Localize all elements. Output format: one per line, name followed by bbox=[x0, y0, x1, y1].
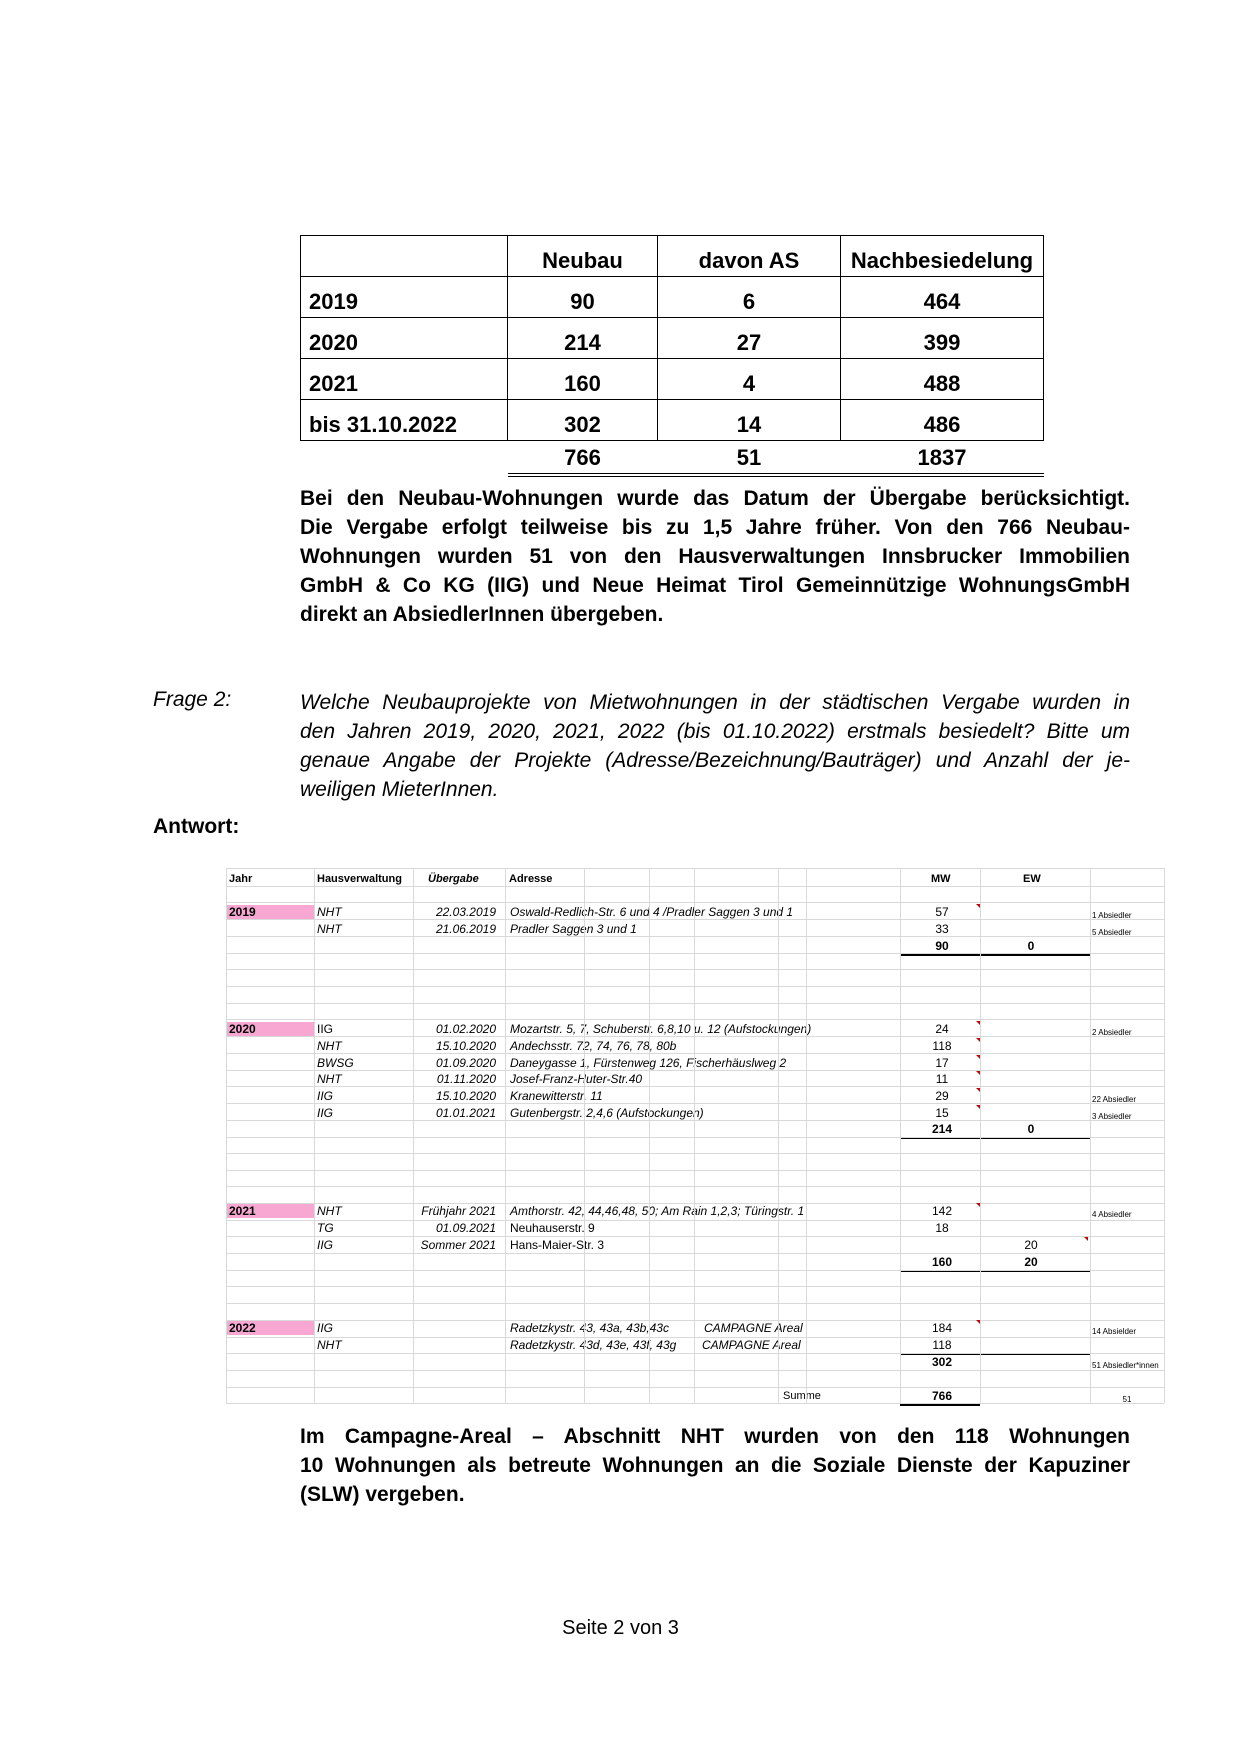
question-line: genaue Angabe der Projekte (Adresse/Bezeichnung/Bauträger) und Anzahl der je- bbox=[300, 749, 1130, 772]
grid-line bbox=[1164, 868, 1165, 1403]
summary-header-cell bbox=[301, 236, 508, 277]
grid-line bbox=[226, 1036, 1164, 1037]
summary-row bbox=[301, 277, 1044, 318]
year-label-2019: 2019 bbox=[227, 905, 315, 919]
summe-mw-cell: 766 bbox=[931, 1389, 953, 1403]
sum-mw-cell: 160 bbox=[931, 1255, 953, 1269]
paragraph-neubau-note bbox=[300, 484, 1130, 629]
col-header-jahr: Jahr bbox=[229, 873, 253, 885]
comment-marker bbox=[1084, 1237, 1088, 1241]
mw-cell: 33 bbox=[935, 922, 949, 936]
grid-line bbox=[226, 1286, 1164, 1287]
grid-line bbox=[226, 1086, 1164, 1087]
address-cell: Mozartstr. 5, 7, Schuberstr. 6,8,10 u. 12 (Aufstockungen) bbox=[510, 1022, 812, 1036]
sum-mw-cell: 214 bbox=[931, 1122, 953, 1136]
year-label-2021: 2021 bbox=[227, 1204, 315, 1218]
note-cell: 5 Absiedler bbox=[1092, 928, 1132, 937]
mw-cell: 17 bbox=[935, 1056, 949, 1070]
grid-line bbox=[584, 868, 585, 1403]
summary-total-cell: 766 bbox=[508, 441, 658, 476]
mw-cell: 24 bbox=[935, 1022, 949, 1036]
note-cell: 51 Absiedler*innen bbox=[1092, 1361, 1159, 1370]
question-text bbox=[300, 688, 1130, 804]
grid-line bbox=[980, 868, 981, 1403]
paragraph-campagne-note bbox=[300, 1422, 1130, 1509]
summary-total-cell: 51 bbox=[658, 441, 841, 476]
hv-cell: NHT bbox=[317, 922, 342, 936]
comment-marker bbox=[976, 1105, 980, 1109]
hv-cell: IIG bbox=[317, 1106, 334, 1120]
summary-table bbox=[300, 235, 1044, 477]
comment-marker bbox=[976, 1088, 980, 1092]
grid-line bbox=[226, 1337, 1164, 1338]
paragraph-line: Die Vergabe erfolgt teilweise bis zu 1,5 Jahre früher. Von den 766 Neubau- bbox=[300, 516, 1130, 539]
grid-line bbox=[226, 1170, 1164, 1171]
sum-underline bbox=[900, 954, 1090, 956]
grid-line bbox=[778, 868, 779, 1403]
summary-header-row bbox=[301, 236, 1044, 277]
grid-line bbox=[226, 886, 1164, 887]
comment-marker bbox=[976, 1038, 980, 1042]
address-cell: Kranewitterstr. 11 bbox=[510, 1089, 603, 1103]
question-line: Welche Neubauprojekte von Mietwohnungen in der städtischen Vergabe wurden in bbox=[300, 691, 1130, 714]
summary-cell: 486 bbox=[841, 400, 1044, 441]
hv-cell: NHT bbox=[317, 905, 342, 919]
paragraph-line: Bei den Neubau-Wohnungen wurde das Datum der Übergabe berücksichtigt. bbox=[300, 487, 1130, 510]
hv-cell: IIG bbox=[317, 1238, 334, 1252]
address-cell: Oswald-Redlich-Str. 6 und 4 /Pradler Saggen 3 und 1 bbox=[510, 905, 794, 919]
summary-cell: 488 bbox=[841, 359, 1044, 400]
grid-line bbox=[413, 868, 414, 1403]
grid-line bbox=[226, 1137, 1164, 1138]
summe-note-cell: 51 bbox=[1122, 1395, 1132, 1404]
summary-cell: 14 bbox=[658, 400, 841, 441]
date-cell: 21.06.2019 bbox=[435, 922, 496, 936]
grid-line bbox=[505, 868, 506, 1403]
address-cell: Radetzkystr. 43, 43a, 43b,43c bbox=[510, 1321, 669, 1335]
address-cell: Amthorstr. 42, 44,46,48, 50; Am Rain 1,2,3; Türingstr. 1 bbox=[510, 1204, 805, 1218]
project-spreadsheet bbox=[226, 868, 1164, 1408]
note-cell: 14 Absielder bbox=[1092, 1327, 1137, 1336]
mw-cell: 184 bbox=[931, 1321, 953, 1335]
grid-line bbox=[226, 902, 1164, 903]
comment-marker bbox=[976, 1203, 980, 1207]
grid-line bbox=[226, 868, 1164, 869]
grid-line bbox=[226, 1403, 1164, 1404]
col-header-adresse: Adresse bbox=[509, 873, 553, 885]
hv-cell: IIG bbox=[317, 1321, 334, 1335]
grid-line bbox=[226, 1220, 1164, 1221]
question-line: weiligen MieterInnen. bbox=[300, 778, 499, 801]
summary-cell: 302 bbox=[508, 400, 658, 441]
sum-mw-cell: 90 bbox=[935, 939, 949, 953]
page-footer: Seite 2 von 3 bbox=[562, 1617, 679, 1639]
hv-cell: BWSG bbox=[317, 1056, 354, 1070]
grid-line bbox=[226, 868, 227, 1403]
address-cell: Neuhauserstr. 9 bbox=[510, 1221, 595, 1235]
grid-line bbox=[226, 936, 1164, 937]
paragraph-line: GmbH & Co KG (IIG) und Neue Heimat Tirol Gemeinnützige WohnungsGmbH bbox=[300, 574, 1130, 597]
grid-line bbox=[226, 1253, 1164, 1254]
grid-line bbox=[226, 953, 1164, 954]
year-label-2020: 2020 bbox=[227, 1022, 315, 1036]
hv-cell: NHT bbox=[317, 1072, 342, 1086]
paragraph-line: Wohnungen wurden 51 von den Hausverwaltungen Innsbrucker Immobilien bbox=[300, 545, 1130, 568]
date-cell: Sommer 2021 bbox=[420, 1238, 496, 1252]
summary-cell: bis 31.10.2022 bbox=[301, 400, 508, 441]
area-cell: CAMPAGNE Areal bbox=[702, 1338, 801, 1352]
mw-cell: 118 bbox=[932, 1338, 952, 1352]
grid-line bbox=[806, 868, 807, 1403]
grid-line bbox=[226, 919, 1164, 920]
sum-ew-cell: 0 bbox=[1027, 1122, 1035, 1136]
mw-cell: 118 bbox=[932, 1039, 952, 1053]
comment-marker bbox=[976, 904, 980, 908]
grid-line bbox=[226, 986, 1164, 987]
summary-header-cell: Nachbesiedelung bbox=[841, 236, 1044, 277]
comment-marker bbox=[976, 1055, 980, 1059]
summary-total-row bbox=[301, 441, 1044, 476]
address-cell: Gutenbergstr. 2,4,6 (Aufstockungen) bbox=[510, 1106, 704, 1120]
address-cell: Radetzkystr. 43d, 43e, 43f, 43g bbox=[510, 1338, 677, 1352]
grid-line bbox=[694, 868, 695, 1403]
grid-line bbox=[226, 1370, 1164, 1371]
date-cell: 01.09.2021 bbox=[435, 1221, 496, 1235]
comment-marker bbox=[976, 1320, 980, 1324]
date-cell: Frühjahr 2021 bbox=[421, 1204, 496, 1218]
grid-line bbox=[226, 1019, 1164, 1020]
date-cell: 22.03.2019 bbox=[435, 905, 496, 919]
summe-label: Summe bbox=[783, 1390, 821, 1402]
grid-line bbox=[226, 1236, 1164, 1237]
ew-cell: 20 bbox=[1024, 1238, 1038, 1252]
grid-line bbox=[900, 868, 901, 1403]
col-header-mw: MW bbox=[931, 873, 951, 885]
grid-line bbox=[226, 1153, 1164, 1154]
address-cell: Andechsstr. 72, 74, 76, 78, 80b bbox=[510, 1039, 677, 1053]
mw-cell: 18 bbox=[935, 1221, 949, 1235]
grid-line bbox=[226, 1120, 1164, 1121]
grid-line bbox=[314, 868, 315, 1403]
col-header-hausverwaltung: Hausverwaltung bbox=[317, 873, 402, 885]
grid-line bbox=[226, 969, 1164, 970]
question-line: den Jahren 2019, 2020, 2021, 2022 (bis 01.10.2022) erstmals besiedelt? Bitte um bbox=[300, 720, 1130, 743]
mw-cell: 15 bbox=[935, 1106, 949, 1120]
grid-line bbox=[1090, 868, 1091, 1403]
summary-cell: 90 bbox=[508, 277, 658, 318]
note-cell: 1 Absiedler bbox=[1092, 911, 1132, 920]
col-header-ew: EW bbox=[1023, 873, 1041, 885]
summary-cell: 399 bbox=[841, 318, 1044, 359]
grid-line bbox=[226, 1387, 1164, 1388]
mw-cell: 29 bbox=[935, 1089, 949, 1103]
summary-row bbox=[301, 359, 1044, 400]
date-cell: 01.11.2020 bbox=[436, 1072, 496, 1086]
hv-cell: TG bbox=[317, 1221, 334, 1235]
note-cell: 4 Absiedler bbox=[1092, 1210, 1132, 1219]
summary-row bbox=[301, 400, 1044, 441]
summary-cell: 2019 bbox=[301, 277, 508, 318]
date-cell: 01.09.2020 bbox=[435, 1056, 496, 1070]
sum-ew-cell: 20 bbox=[1024, 1255, 1038, 1269]
paragraph-line: (SLW) vergeben. bbox=[300, 1483, 465, 1506]
summary-total-spacer bbox=[301, 441, 508, 476]
mw-cell: 57 bbox=[935, 905, 949, 919]
summary-cell: 27 bbox=[658, 318, 841, 359]
date-cell: 01.02.2020 bbox=[435, 1022, 496, 1036]
address-cell: Josef-Franz-Huter-Str.40 bbox=[510, 1072, 643, 1086]
address-cell: Pradler Saggen 3 und 1 bbox=[510, 922, 637, 936]
summary-cell: 214 bbox=[508, 318, 658, 359]
summary-cell: 2020 bbox=[301, 318, 508, 359]
grid-line bbox=[226, 1270, 1164, 1271]
grid-line bbox=[226, 1003, 1164, 1004]
sum-mw-cell: 302 bbox=[931, 1355, 953, 1369]
mw-cell: 11 bbox=[935, 1072, 949, 1086]
summary-cell: 6 bbox=[658, 277, 841, 318]
date-cell: 15.10.2020 bbox=[435, 1039, 496, 1053]
date-cell: 01.01.2021 bbox=[435, 1106, 496, 1120]
note-cell: 3 Absiedler bbox=[1092, 1112, 1132, 1121]
hv-cell: IIG bbox=[317, 1022, 334, 1036]
year-label-2022: 2022 bbox=[227, 1321, 315, 1335]
grid-line bbox=[226, 1070, 1164, 1071]
question-label: Frage 2: bbox=[153, 688, 232, 711]
summary-header-cell: davon AS bbox=[658, 236, 841, 277]
summary-cell: 2021 bbox=[301, 359, 508, 400]
paragraph-line: direkt an AbsiedlerInnen übergeben. bbox=[300, 603, 664, 626]
summary-row bbox=[301, 318, 1044, 359]
grid-line bbox=[649, 868, 650, 1403]
grid-line bbox=[226, 1353, 1164, 1354]
sum-ew-cell: 0 bbox=[1027, 939, 1035, 953]
area-cell: CAMPAGNE Areal bbox=[704, 1321, 803, 1335]
comment-marker bbox=[976, 1021, 980, 1025]
summary-total-cell: 1837 bbox=[841, 441, 1044, 476]
hv-cell: NHT bbox=[317, 1039, 342, 1053]
summe-underline bbox=[900, 1404, 980, 1406]
mw-cell: 142 bbox=[931, 1204, 953, 1218]
paragraph-line: Im Campagne-Areal – Abschnitt NHT wurden von den 118 Wohnungen bbox=[300, 1425, 1130, 1448]
note-cell: 2 Absiedler bbox=[1092, 1028, 1132, 1037]
answer-label: Antwort: bbox=[153, 815, 240, 838]
address-cell: Daneygasse 1, Fürstenweg 126, Fischerhäuslweg 2 bbox=[510, 1056, 787, 1070]
hv-cell: NHT bbox=[317, 1338, 342, 1352]
grid-line bbox=[226, 1186, 1164, 1187]
grid-line bbox=[226, 1303, 1164, 1304]
col-header-uebergabe: Übergabe bbox=[428, 873, 479, 885]
grid-line bbox=[226, 1053, 1164, 1054]
summary-cell: 464 bbox=[841, 277, 1044, 318]
summary-cell: 160 bbox=[508, 359, 658, 400]
note-cell: 22 Absiedler bbox=[1092, 1095, 1137, 1104]
hv-cell: IIG bbox=[317, 1089, 334, 1103]
paragraph-line: 10 Wohnungen als betreute Wohnungen an die Soziale Dienste der Kapuziner bbox=[300, 1454, 1130, 1477]
comment-marker bbox=[976, 1071, 980, 1075]
hv-cell: NHT bbox=[317, 1204, 342, 1218]
grid-line bbox=[226, 1103, 1164, 1104]
summary-header-cell: Neubau bbox=[508, 236, 658, 277]
grid-line bbox=[226, 1203, 1164, 1204]
summary-cell: 4 bbox=[658, 359, 841, 400]
date-cell: 15.10.2020 bbox=[435, 1089, 496, 1103]
address-cell: Hans-Maier-Str. 3 bbox=[510, 1238, 605, 1252]
grid-line bbox=[226, 1320, 1164, 1321]
